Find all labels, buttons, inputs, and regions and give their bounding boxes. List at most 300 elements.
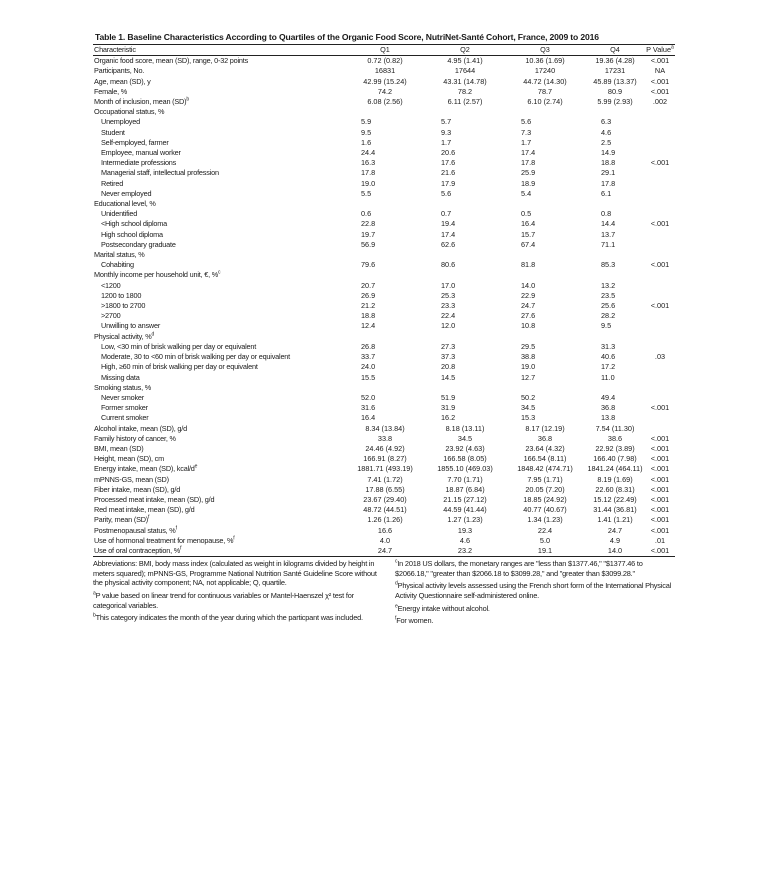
row-label: BMI, mean (SD): [94, 443, 144, 453]
cell-q2: 27.3: [441, 341, 456, 351]
cell-q3: [505, 250, 585, 260]
row-label: Cohabiting: [101, 260, 134, 270]
cell-q4: 2.5: [601, 137, 612, 147]
cell-q2: 166.58 (8.05): [443, 454, 487, 464]
table-row: [93, 230, 675, 240]
cell-q3: 40.77 (40.67): [523, 505, 567, 515]
cell-p: .03: [654, 352, 666, 362]
cell-q2: [425, 270, 505, 280]
cell-q4: 15.12 (22.49): [593, 494, 637, 504]
cell-p: <.001: [650, 505, 670, 515]
footnotes-left: [93, 559, 385, 626]
cell-q3: 20.05 (7.20): [525, 484, 565, 494]
row-label: Age, mean (SD), y: [94, 76, 151, 86]
cell-q1: 24.46 (4.92): [365, 443, 405, 453]
cell-q1: 19.0: [361, 178, 376, 188]
row-label: Low, <30 min of brisk walking per day or equivalent: [101, 341, 257, 351]
cell-q2: [425, 107, 505, 117]
cell-q3: [505, 383, 585, 393]
cell-q2: 8.18 (13.11): [445, 423, 485, 433]
cell-q1: 6.08 (2.56): [367, 97, 403, 107]
cell-q4: 11.0: [601, 372, 615, 382]
baseline-table: [93, 45, 675, 557]
cell-q1: 4.0: [379, 535, 391, 545]
cell-p: [645, 332, 675, 342]
cell-q3: 81.8: [521, 260, 536, 270]
row-label: mPNNS-GS, mean (SD): [94, 474, 169, 484]
table-row: [93, 526, 675, 536]
row-label: Former smoker: [101, 403, 148, 413]
cell-q1: 24.0: [361, 362, 376, 372]
row-label: Use of hormonal treatment for menopause, %$^f$: [94, 535, 235, 545]
footnote: $^d$Physical activity levels assessed using the French short form of the International Physical Activity Questionnaire self-administered online.: [395, 580, 672, 600]
cell-q2: 17.6: [441, 158, 456, 168]
table-row: [93, 148, 675, 158]
cell-q2: 21.15 (27.12): [443, 494, 487, 504]
table-row: [93, 250, 675, 260]
cell-p: [645, 128, 675, 138]
table-row: [93, 383, 675, 393]
cell-q1: 15.5: [361, 372, 376, 382]
table-row: [93, 505, 675, 515]
cell-q2: 20.6: [441, 148, 456, 158]
cell-q1: 24.7: [345, 546, 425, 557]
table-row: [93, 66, 675, 76]
cell-q2: 1.27 (1.23): [447, 515, 483, 525]
table-row: [93, 475, 675, 485]
row-label: Fiber intake, mean (SD), g/d: [94, 484, 181, 494]
cell-q4: [585, 107, 645, 117]
header-pvalue: P Value$^a$: [646, 44, 674, 54]
cell-q4: 40.6: [601, 352, 616, 362]
cell-q4: 85.3: [601, 260, 616, 270]
cell-q1: 26.8: [361, 341, 376, 351]
cell-q2: 51.9: [441, 392, 456, 402]
cell-q2: 4.6: [459, 535, 471, 545]
cell-p: [645, 240, 675, 250]
cell-q4: 49.4: [601, 392, 616, 402]
header-characteristic: Characteristic: [93, 45, 345, 56]
cell-p: [645, 148, 675, 158]
cell-q2: 5.7: [441, 117, 452, 127]
table-row: [93, 464, 675, 474]
table-row: [93, 270, 675, 280]
header-q1: Q1: [345, 45, 425, 56]
cell-q2: 37.3: [441, 352, 456, 362]
cell-q1: 23.67 (29.40): [363, 494, 407, 504]
row-label: Unemployed: [101, 117, 140, 127]
table-row: [93, 444, 675, 454]
table-row: [93, 199, 675, 209]
cell-q1: 0.72 (0.82): [367, 56, 403, 66]
cell-q3: 1848.42 (474.71): [517, 464, 573, 474]
cell-q3: 17.4: [521, 148, 536, 158]
cell-q4: 14.0: [585, 546, 645, 557]
cell-q3: 24.7: [521, 301, 536, 311]
row-label: Intermediate professions: [101, 158, 177, 168]
cell-p: [645, 393, 675, 403]
footnote: $^a$P value based on linear trend for continuous variables or Mantel-Haenszel χ² test for categorical variables.: [93, 590, 354, 610]
table-row: [93, 546, 675, 557]
footnote: $^f$For women.: [395, 615, 434, 626]
table-row: [93, 281, 675, 291]
table-row: [93, 260, 675, 270]
cell-q1: 12.4: [361, 321, 376, 331]
cell-q3: [505, 107, 585, 117]
cell-q2: 17.4: [441, 229, 456, 239]
row-label: Moderate, 30 to <60 min of brisk walking per day or equivalent: [101, 352, 290, 362]
table-row: [93, 97, 675, 107]
row-label: Alcohol intake, mean (SD), g/d: [94, 423, 187, 433]
table-row: [93, 454, 675, 464]
cell-q4: 166.40 (7.98): [593, 454, 637, 464]
cell-q4: 6.3: [601, 117, 612, 127]
cell-q3: 67.4: [521, 239, 536, 249]
header-q3: Q3: [505, 45, 585, 56]
cell-p: [645, 270, 675, 280]
cell-q2: 22.4: [441, 311, 456, 321]
row-label: Physical activity, %$^d$: [94, 331, 155, 341]
header-q2: Q2: [425, 45, 505, 56]
cell-q2: 23.92 (4.63): [445, 443, 485, 453]
cell-q2: [425, 383, 505, 393]
cell-q1: 33.8: [377, 433, 393, 443]
cell-q4: 1.41 (1.21): [597, 515, 633, 525]
row-label: Educational level, %: [94, 199, 156, 209]
cell-q1: 24.4: [361, 148, 376, 158]
cell-q4: 45.89 (13.37): [593, 76, 637, 86]
cell-p: [645, 117, 675, 127]
cell-q2: 6.11 (2.57): [447, 97, 483, 107]
table-row: [93, 87, 675, 97]
cell-q3: 8.17 (12.19): [525, 423, 565, 433]
cell-q2: 17.9: [441, 178, 456, 188]
cell-p: [645, 250, 675, 260]
cell-q4: 22.60 (8.31): [595, 484, 635, 494]
cell-p: [645, 321, 675, 331]
cell-q4: 31.44 (36.81): [593, 505, 637, 515]
table-row: [93, 536, 675, 546]
cell-q1: 5.5: [361, 188, 372, 198]
cell-q2: 31.9: [441, 403, 456, 413]
cell-q3: 34.5: [521, 403, 536, 413]
table-row: [93, 352, 675, 362]
cell-q4: 13.2: [601, 280, 616, 290]
cell-q1: 1.26 (1.26): [367, 515, 403, 525]
table-row: [93, 77, 675, 87]
table-row: [93, 332, 675, 342]
cell-q2: 21.6: [441, 168, 456, 178]
cell-q2: 16.2: [441, 413, 456, 423]
table-header-row: [93, 45, 675, 56]
cell-q4: [585, 199, 645, 209]
cell-p: .002: [652, 97, 668, 107]
cell-q2: [425, 250, 505, 260]
cell-q3: 17240: [534, 66, 556, 76]
table-row: [93, 342, 675, 352]
cell-q1: 7.41 (1.72): [367, 474, 403, 484]
row-label: Postsecondary graduate: [101, 239, 176, 249]
cell-q3: 18.9: [521, 178, 536, 188]
cell-q2: 20.8: [441, 362, 456, 372]
cell-q3: 15.3: [521, 413, 536, 423]
cell-q4: 13.8: [601, 413, 616, 423]
table-row: [93, 219, 675, 229]
row-label: Organic food score, mean (SD), range, 0-32 points: [94, 56, 249, 66]
table-row: [93, 189, 675, 199]
cell-q4: 9.5: [601, 321, 612, 331]
row-label: Employee, manual worker: [101, 148, 181, 158]
cell-q3: 17.8: [521, 158, 536, 168]
row-label: Retired: [101, 178, 124, 188]
cell-q4: 4.6: [601, 127, 612, 137]
table-row: [93, 128, 675, 138]
cell-q3: 78.7: [537, 86, 553, 96]
footnote: $^b$This category indicates the month of the year during which the particpant was included.: [93, 612, 363, 623]
cell-p: [645, 383, 675, 393]
cell-q4: 80.9: [607, 86, 623, 96]
cell-q2: 19.4: [441, 219, 456, 229]
cell-p: <.001: [645, 546, 675, 557]
cell-q4: [585, 250, 645, 260]
table-row: [93, 301, 675, 311]
cell-q4: 28.2: [601, 311, 616, 321]
table-row: [93, 515, 675, 525]
cell-q4: 31.3: [601, 341, 616, 351]
cell-q3: 22.9: [521, 290, 536, 300]
row-label: Family history of cancer, %: [94, 433, 176, 443]
cell-q3: 16.4: [521, 219, 536, 229]
row-label: Smoking status, %: [94, 382, 152, 392]
row-label: Month of inclusion, mean (SD)$^b$: [94, 96, 189, 107]
cell-q2: 78.2: [457, 86, 473, 96]
table-row: [93, 393, 675, 403]
table-title: Table 1. Baseline Characteristics According to Quartiles of the Organic Food Score, NutriNet-Santé Cohort, France, 2009 to 2016: [93, 30, 675, 45]
cell-q3: 6.10 (2.74): [527, 97, 563, 107]
cell-q4: 5.99 (2.93): [597, 97, 633, 107]
cell-q2: 23.3: [441, 301, 456, 311]
cell-q2: 43.31 (14.78): [443, 76, 487, 86]
cell-p: <.001: [650, 525, 670, 535]
cell-q2: 25.3: [441, 290, 456, 300]
cell-q1: 79.6: [361, 260, 376, 270]
cell-q3: 7.3: [521, 127, 532, 137]
cell-q4: 18.8: [601, 158, 616, 168]
cell-q3: 36.8: [537, 433, 553, 443]
cell-q4: 19.36 (4.28): [595, 56, 635, 66]
cell-q1: [345, 199, 425, 209]
cell-q3: 44.72 (14.30): [523, 76, 567, 86]
cell-q3: 29.5: [521, 341, 536, 351]
row-label: Energy intake, mean (SD), kcal/$d^e$: [94, 463, 198, 474]
table-row: [93, 495, 675, 505]
table-page: [93, 30, 675, 626]
cell-q1: 17.8: [361, 168, 376, 178]
row-label: Never employed: [101, 188, 152, 198]
row-label: High school diploma: [101, 229, 163, 239]
cell-q1: 21.2: [361, 301, 376, 311]
cell-q4: 38.6: [607, 433, 623, 443]
cell-q3: 10.8: [521, 321, 536, 331]
cell-q3: 14.0: [521, 280, 536, 290]
cell-q3: 7.95 (1.71): [527, 474, 563, 484]
row-label: Missing data: [101, 372, 140, 382]
table-row: [93, 413, 675, 423]
cell-p: [645, 107, 675, 117]
cell-q4: [585, 270, 645, 280]
cell-q3: 5.4: [521, 188, 532, 198]
footnote: Abbreviations: BMI, body mass index (calculated as weight in kilograms divided by height in meters squared); mPNNS-GS, Programme National Nutrition Santé Guideline Score without the physical activity component; NA, not applicable; Q, quartile.: [93, 559, 377, 588]
row-label: Height, mean (SD), cm: [94, 454, 165, 464]
row-label: Use of oral contraception, %$^f$: [93, 546, 345, 557]
header-q4: Q4: [585, 45, 645, 56]
cell-q1: 9.5: [361, 127, 372, 137]
cell-q4: 29.1: [601, 168, 616, 178]
table-row: [93, 403, 675, 413]
cell-p: <.001: [650, 260, 670, 270]
cell-q3: 5.0: [539, 535, 551, 545]
cell-q1: [345, 107, 425, 117]
table-row: [93, 434, 675, 444]
cell-p: NA: [654, 66, 666, 76]
table-row: [93, 240, 675, 250]
cell-p: <.001: [650, 301, 670, 311]
row-label: Marital status, %: [94, 250, 145, 260]
cell-q1: 74.2: [377, 86, 393, 96]
cell-p: <.001: [650, 464, 670, 474]
cell-q3: 19.0: [521, 362, 536, 372]
cell-q1: 31.6: [361, 403, 376, 413]
row-label: Processed meat intake, mean (SD), g/d: [94, 494, 215, 504]
cell-q3: 1.7: [521, 137, 532, 147]
cell-q2: 23.2: [425, 546, 505, 557]
cell-q1: 56.9: [361, 239, 376, 249]
row-label: Managerial staff, intellectual profession: [101, 168, 219, 178]
cell-q1: 16.4: [361, 413, 376, 423]
cell-q3: 5.6: [521, 117, 532, 127]
row-label: >1800 to 2700: [101, 301, 146, 311]
cell-q4: 1841.24 (464.11): [587, 464, 643, 474]
cell-p: [645, 342, 675, 352]
cell-p: [645, 373, 675, 383]
cell-q2: 62.6: [441, 239, 456, 249]
cell-p: [645, 362, 675, 372]
table-row: [93, 56, 675, 67]
cell-q1: 20.7: [361, 280, 376, 290]
cell-q1: [345, 250, 425, 260]
cell-q1: [345, 383, 425, 393]
table-row: [93, 168, 675, 178]
cell-p: [645, 413, 675, 423]
table-row: [93, 117, 675, 127]
cell-q4: 17231: [604, 66, 626, 76]
cell-q4: 24.7: [607, 525, 623, 535]
cell-p: .01: [654, 535, 666, 545]
cell-p: <.001: [650, 494, 670, 504]
cell-q2: 34.5: [457, 433, 473, 443]
cell-q1: 1881.71 (493.19): [357, 464, 413, 474]
cell-p: <.001: [650, 474, 670, 484]
cell-q2: 19.3: [457, 525, 473, 535]
row-label: Current smoker: [101, 413, 149, 423]
cell-q3: 50.2: [521, 392, 536, 402]
cell-q3: 19.1: [505, 546, 585, 557]
cell-p: <.001: [650, 76, 670, 86]
row-label: <High school diploma: [101, 219, 167, 229]
cell-p: <.001: [650, 443, 670, 453]
row-label: 1200 to 1800: [101, 290, 142, 300]
cell-q1: 52.0: [361, 392, 376, 402]
cell-q3: 23.64 (4.32): [525, 443, 565, 453]
cell-q4: [585, 383, 645, 393]
row-label: Red meat intake, mean (SD), g/d: [94, 505, 195, 515]
cell-q3: [505, 270, 585, 280]
cell-q3: 15.7: [521, 229, 536, 239]
cell-q4: [585, 332, 645, 342]
cell-q1: 16.6: [377, 525, 393, 535]
cell-p: [645, 179, 675, 189]
row-label: Female, %: [94, 86, 128, 96]
cell-q4: 8.19 (1.69): [597, 474, 633, 484]
cell-q3: 38.8: [521, 352, 536, 362]
cell-p: [645, 168, 675, 178]
cell-p: <.001: [650, 219, 670, 229]
cell-q4: 71.1: [601, 239, 616, 249]
cell-q1: 16.3: [361, 158, 376, 168]
cell-q2: 9.3: [441, 127, 452, 137]
cell-q3: 166.54 (8.11): [523, 454, 567, 464]
cell-q1: 1.6: [361, 137, 372, 147]
row-label: High, ≥60 min of brisk walking per day or equivalent: [101, 362, 258, 372]
cell-q1: 166.91 (8.27): [363, 454, 407, 464]
footnote: $^e$Energy intake without alcohol.: [395, 603, 490, 613]
cell-q2: 1855.10 (469.03): [437, 464, 493, 474]
cell-q2: [425, 332, 505, 342]
cell-q2: 18.87 (6.84): [445, 484, 485, 494]
cell-q1: [345, 332, 425, 342]
cell-q3: 1.34 (1.23): [527, 515, 563, 525]
cell-q4: 6.1: [601, 188, 612, 198]
cell-p: [645, 311, 675, 321]
row-label: Self-employed, farmer: [101, 137, 169, 147]
footnotes-right: [395, 559, 673, 629]
row-label: Parity, mean (SD)$^f$: [94, 514, 150, 525]
cell-q4: 14.4: [601, 219, 616, 229]
cell-q1: 33.7: [361, 352, 376, 362]
cell-q2: [425, 199, 505, 209]
table-row: [93, 291, 675, 301]
cell-q1: 18.8: [361, 311, 376, 321]
cell-q2: 17.0: [441, 280, 456, 290]
cell-q4: 17.8: [601, 178, 616, 188]
cell-p: <.001: [650, 56, 670, 66]
cell-q1: 17.88 (6.55): [365, 484, 405, 494]
table-row: [93, 179, 675, 189]
footnote: $^c$In 2018 US dollars, the monetary ranges are "less than $1377.46," "$1377.46 to $2066.18," "greater than $2066.18 to $3099.28," and "greater than $3099.28.": [395, 558, 643, 578]
cell-p: <.001: [650, 433, 670, 443]
cell-q2: 1.7: [441, 137, 452, 147]
cell-q3: [505, 199, 585, 209]
cell-p: <.001: [650, 484, 670, 494]
table-row: [93, 138, 675, 148]
cell-p: <.001: [650, 515, 670, 525]
cell-q3: 22.4: [537, 525, 553, 535]
table-row: [93, 362, 675, 372]
cell-p: [645, 189, 675, 199]
cell-q4: 14.9: [601, 148, 616, 158]
cell-p: <.001: [650, 403, 670, 413]
cell-q4: 25.6: [601, 301, 616, 311]
